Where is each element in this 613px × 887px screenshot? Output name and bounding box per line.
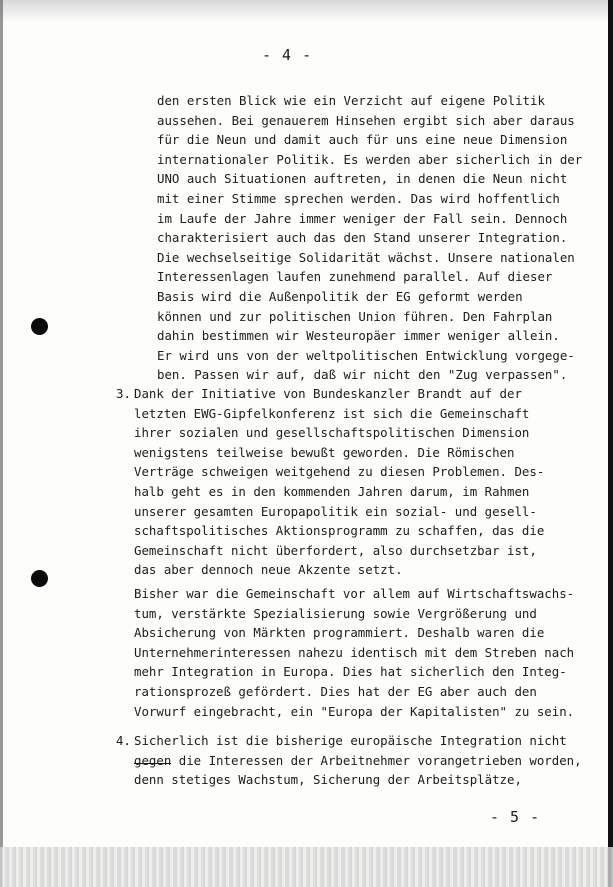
scan-edge-right [608, 0, 613, 887]
text-line: internationaler Politik. Es werden aber sicherlich in der [157, 151, 583, 167]
text-line: mehr Integration in Europa. Dies hat sicherlich den Integ- [134, 664, 567, 680]
underline-gegen [134, 749, 171, 764]
text-line: Basis wird die Außenpolitik der EG geformt werden [157, 288, 523, 304]
text-line: denn stetiges Wachstum, Sicherung der Arbeitsplätze, [134, 772, 522, 788]
text-line: letzten EWG-Gipfelkonferenz ist sich die Gemeinschaft [134, 405, 530, 421]
text-line: Er wird uns von der weltpolitischen Entwicklung vorgege- [157, 347, 575, 363]
punch-hole-lower [31, 570, 48, 587]
page-number-bottom: - 5 - [490, 808, 541, 826]
scan-edge-bottom [0, 847, 613, 887]
text-line: Bisher war die Gemeinschaft vor allem auf Wirtschaftswachs- [134, 586, 575, 601]
text-line: ihrer sozialen und gesellschaftspolitischen Dimension [134, 425, 530, 441]
text-line: rationsprozeß gefördert. Dies hat der EG aber auch den [134, 683, 537, 699]
punch-hole-upper [31, 318, 48, 335]
text-line: halb geht es in den kommenden Jahren darum, im Rahmen [134, 483, 530, 499]
text-line: ben. Passen wir auf, daß wir nicht den "Zug verpassen". [157, 367, 568, 383]
paragraph-capitalism [134, 584, 574, 721]
text-line: im Laufe der Jahre immer weniger der Fall sein. Dennoch [157, 210, 568, 226]
page-number-top: - 4 - [262, 46, 313, 64]
text-line: Dank der Initiative von Bundeskanzler Brandt auf der [134, 386, 522, 401]
text-line: Interessenlagen laufen zunehmend parallel. Auf dieser [157, 269, 553, 285]
list-item-4-text [134, 731, 582, 790]
paragraph-continuation [157, 91, 582, 385]
text-line: Die wechselseitige Solidarität wächst. Unsere nationalen [157, 249, 575, 265]
text-line: den ersten Blick wie ein Verzicht auf eigene Politik [157, 93, 545, 108]
text-line: können und zur politischen Union führen. Den Fahrplan [157, 308, 553, 324]
list-item-3-text [134, 384, 544, 580]
text-line: charakterisiert auch das den Stand unserer Integration. [157, 230, 568, 246]
text-line: Gemeinschaft nicht überfordert, also durchsetzbar ist, [134, 542, 537, 558]
text-line: UNO auch Situationen auftreten, in denen die Neun nicht [157, 171, 568, 187]
list-marker-3: 3. [116, 386, 131, 401]
text-line: schaftspolitisches Aktionsprogramm zu schaffen, das die [134, 523, 545, 539]
text-line: Absicherung von Märkten programmiert. Deshalb waren die [134, 625, 545, 641]
text-line: für die Neun und damit auch für uns eine neue Dimension [157, 132, 568, 148]
text-line: gegen die Interessen der Arbeitnehmer vorangetrieben worden, [134, 752, 582, 768]
text-line: das aber dennoch neue Akzente setzt. [134, 562, 403, 578]
text-line: unserer gesamten Europapolitik ein sozial- und gesell- [134, 503, 537, 519]
scan-edge-left [0, 0, 3, 887]
list-marker-4: 4. [116, 733, 131, 748]
text-line: dahin bestimmen wir Westeuropäer immer weniger allein. [157, 328, 560, 344]
text-line: Verträge schweigen weitgehend zu diesen Problemen. Des- [134, 464, 545, 480]
text-line: Unternehmerinteressen nahezu identisch mit dem Streben nach [134, 644, 575, 660]
scan-edge-top [0, 0, 613, 22]
text-line: Vorwurf eingebracht, ein "Europa der Kapitalisten" zu sein. [134, 703, 575, 719]
text-line: aussehen. Bei genauerem Hinsehen ergibt sich aber daraus [157, 112, 575, 128]
text-line: Sicherlich ist die bisherige europäische Integration nicht [134, 733, 567, 748]
text-line: mit einer Stimme sprechen werden. Das wird hoffentlich [157, 190, 560, 206]
text-line: tum, verstärkte Spezialisierung sowie Vergrößerung und [134, 605, 537, 621]
text-line: wenigstens teilweise bewußt geworden. Die Römischen [134, 444, 515, 460]
